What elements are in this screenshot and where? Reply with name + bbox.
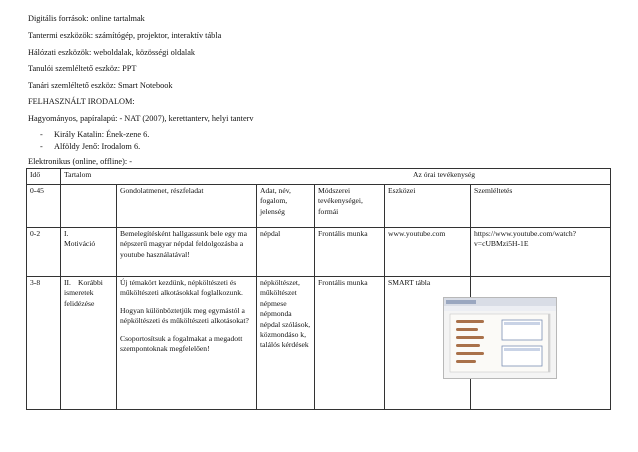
literature-heading: FELHASZNÁLT IRODALOM: [28, 97, 135, 106]
bullet-dash: - [40, 142, 43, 151]
section-title: Motiváció [64, 239, 96, 249]
row-adat: népköltészet, műköltészet népmese népmonda népdal szólások, közmondáso k, találós kérdések [257, 277, 315, 410]
bullet-item [40, 142, 140, 152]
subheader-adat: Adat, név, fogalom, jelenség [257, 185, 315, 228]
gondolat-paragraph: Csoportosítsuk a fogalmakat a megadott szempontoknak megfelelően! [120, 333, 243, 354]
subheader-gondolatmenet: Gondolatmenet, részfeladat [117, 185, 257, 228]
row-time: 3-8 [27, 277, 61, 410]
bullet-text: Király Katalin: Ének-zene 6. [54, 130, 150, 139]
youtube-link[interactable]: www.youtube.com [385, 228, 471, 277]
intro-line: Hálózati eszközök: weboldalak, közösségi oldalak [28, 48, 196, 57]
section-number: I. [64, 229, 69, 238]
intro-line: Digitális források: online tartalmak [28, 14, 145, 23]
intro-line: Hagyományos, papíralapú: - NAT (2007), kerettanterv, helyi tanterv [28, 114, 254, 123]
smart-board-image [444, 298, 556, 378]
electronic-line: Elektronikus (online, offline): - [28, 157, 132, 166]
intro-line: Tantermi eszközök: számítógép, projektor, interaktív tábla [28, 31, 222, 40]
subheader-szemleltetes: Szemléltetés [471, 185, 611, 228]
row-modszer: Frontális munka [315, 277, 385, 410]
header-tevekenyseg: Az órai tevékenység [413, 170, 475, 179]
row-adat: népdal [257, 228, 315, 277]
intro-line: Tanulói szemléltető eszköz: PPT [28, 64, 137, 73]
row-gondolat [117, 277, 257, 410]
subheader-range: 0-45 [27, 185, 61, 228]
gondolat-paragraph: Új témakört kezdünk, népköltészeti és műköltészeti alkotásokkal foglalkozunk. [120, 278, 243, 298]
subheader-empty [61, 185, 117, 228]
bullet-dash: - [40, 130, 43, 139]
bullet-text: Alföldy Jenő: Irodalom 6. [54, 142, 141, 151]
table-subheader-row [27, 185, 611, 228]
table-row [27, 228, 611, 277]
row-section [61, 228, 117, 277]
subheader-eszkozei: Eszközei [385, 185, 471, 228]
bullet-item [40, 130, 149, 140]
section-number: II. [64, 278, 71, 287]
row-section [61, 277, 117, 410]
subheader-modszerei: Módszerei tevékenységei, formái [315, 185, 385, 228]
intro-line: Tanári szemléltető eszköz: Smart Notebook [28, 81, 173, 90]
section-title: Korábbi ismeretek felidézése [64, 278, 103, 308]
gondolat-paragraph: Hogyan különböztetjük meg egymástól a népköltészeti és műköltészeti alkotásokat? [120, 305, 249, 326]
smart-board-screenshot [443, 297, 557, 379]
youtube-video-link[interactable]: https://www.youtube.com/watch?v=cUBMzi5H-1E [471, 228, 611, 277]
header-ido: Idő [27, 169, 61, 185]
row-time: 0-2 [27, 228, 61, 277]
row-modszer: Frontális munka [315, 228, 385, 277]
row-gondolat: Bemelegítésként hallgassunk bele egy ma népszerű magyar népdal feldolgozásba a youtube használatával! [117, 228, 257, 277]
header-tartalom-text: Tartalom [64, 170, 92, 179]
row-eszkoz: SMART tábla [385, 277, 471, 410]
header-tartalom [61, 169, 611, 185]
table-header-row [27, 169, 611, 185]
